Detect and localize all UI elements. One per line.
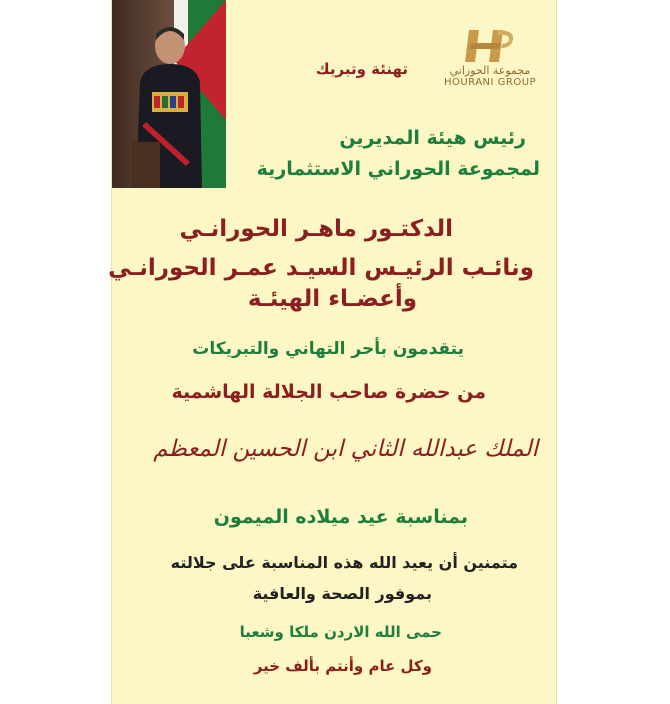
doctor-name: الدكتـور ماهـر الحورانـي	[179, 216, 453, 242]
company-name: لمجموعة الحوراني الاستثمارية	[256, 158, 540, 180]
congrats-heading: تهنئة وتبريك	[315, 60, 408, 78]
vice-president-name: ونائـب الرئيـس السيـد عمـر الحورانـي	[108, 255, 534, 281]
chairman-title: رئيس هيئة المديرين	[339, 127, 526, 149]
logo-english-name: HOURANI GROUP	[443, 77, 537, 88]
king-portrait-photo	[112, 0, 226, 188]
portrait-figure-icon	[132, 12, 202, 188]
wish-line-2: بموفور الصحة والعافية	[252, 584, 432, 603]
wish-line-1: متمنين أن يعيد الله هذه المناسبة على جلالته	[170, 553, 518, 572]
royal-presence-line: من حضرة صاحب الجلالة الهاشمية	[171, 381, 486, 403]
hourani-logo-icon	[457, 26, 517, 66]
greeting-card	[108, 0, 557, 704]
board-members: وأعضـاء الهيئـة	[247, 286, 417, 312]
congratulations-offer: يتقدمون بأحر التهاني والتبريكات	[192, 339, 464, 359]
birthday-occasion: بمناسبة عيد ميلاده الميمون	[213, 506, 468, 528]
hourani-group-logo	[442, 26, 538, 90]
closing-line: وكل عام وأنتم بألف خير	[253, 657, 432, 675]
prayer-line: حمى الله الاردن ملكا وشعبا	[239, 623, 442, 641]
logo-arabic-name: مجموعة الحوراني	[449, 64, 531, 77]
king-name-calligraphy: الملك عبدالله الثاني ابن الحسين المعظم	[153, 436, 538, 462]
